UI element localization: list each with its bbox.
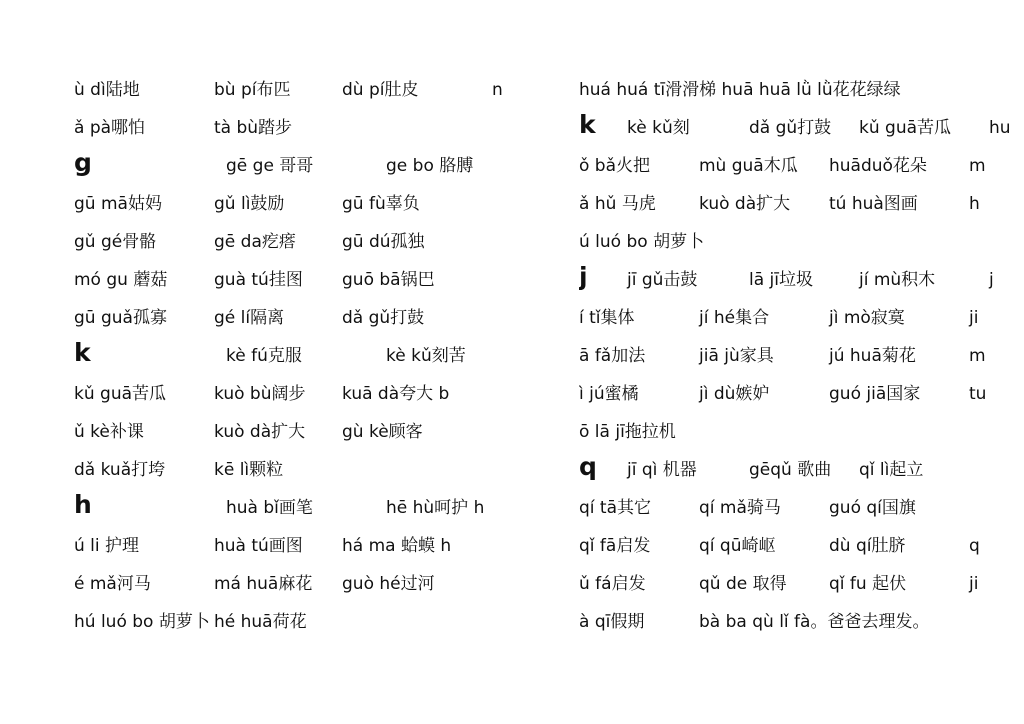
pinyin-word: ge bo 胳膊 bbox=[386, 156, 474, 176]
pinyin-word: gé lí隔离 bbox=[214, 308, 285, 328]
right-row bbox=[579, 264, 1024, 302]
pinyin-word: tu bbox=[969, 384, 987, 404]
left-row bbox=[74, 492, 544, 530]
pinyin-word: ji bbox=[969, 574, 979, 594]
pinyin-word: é mǎ河马 bbox=[74, 574, 151, 594]
pinyin-word: gū mā姑妈 bbox=[74, 194, 162, 214]
pinyin-word: hú luó bo 胡萝卜 bbox=[74, 612, 210, 632]
left-row bbox=[74, 416, 544, 454]
left-row bbox=[74, 150, 544, 188]
pinyin-word: qǐ fu 起伏 bbox=[829, 574, 907, 594]
pinyin-word: ǒ bǎ火把 bbox=[579, 156, 651, 176]
pinyin-word: gēqǔ 歌曲 bbox=[749, 460, 832, 480]
pinyin-word: huà tú画图 bbox=[214, 536, 303, 556]
pinyin-word: huá huá tī滑滑梯 huā huā lǜ lǜ花花绿绿 bbox=[579, 80, 901, 100]
right-column bbox=[579, 74, 1024, 644]
pinyin-word: j bbox=[989, 270, 994, 290]
right-row bbox=[579, 416, 1024, 454]
pinyin-word: hé huā荷花 bbox=[214, 612, 307, 632]
pinyin-word: kǔ guā苦瓜 bbox=[74, 384, 167, 404]
pinyin-word: ǔ fá启发 bbox=[579, 574, 646, 594]
pinyin-word: qí mǎ骑马 bbox=[699, 498, 781, 518]
pinyin-word: jì dù嫉妒 bbox=[699, 384, 770, 404]
pinyin-word: dǎ gǔ打鼓 bbox=[342, 308, 425, 328]
section-letter: h bbox=[74, 490, 92, 519]
pinyin-word: kǔ guā苦瓜 bbox=[859, 118, 952, 138]
pinyin-word: dǎ kuǎ打垮 bbox=[74, 460, 166, 480]
right-row bbox=[579, 302, 1024, 340]
pinyin-word: h bbox=[969, 194, 980, 214]
pinyin-word: mó gu 蘑菇 bbox=[74, 270, 168, 290]
right-row bbox=[579, 492, 1024, 530]
pinyin-word: gū fù辜负 bbox=[342, 194, 420, 214]
pinyin-word: jì mò寂寞 bbox=[829, 308, 905, 328]
pinyin-word: gē ge 哥哥 bbox=[226, 156, 314, 176]
pinyin-word: ǔ kè补课 bbox=[74, 422, 144, 442]
pinyin-word: qǐ lì起立 bbox=[859, 460, 924, 480]
pinyin-word: q bbox=[969, 536, 980, 556]
pinyin-word: gē da疙瘩 bbox=[214, 232, 296, 252]
left-row bbox=[74, 264, 544, 302]
pinyin-word: jī gǔ击鼓 bbox=[627, 270, 698, 290]
left-row bbox=[74, 188, 544, 226]
pinyin-word: qǐ fā启发 bbox=[579, 536, 651, 556]
pinyin-word: mù guā木瓜 bbox=[699, 156, 798, 176]
left-row bbox=[74, 378, 544, 416]
right-row bbox=[579, 530, 1024, 568]
left-row bbox=[74, 568, 544, 606]
pinyin-word: hē hù呵护 h bbox=[386, 498, 485, 518]
pinyin-word: guà tú挂图 bbox=[214, 270, 303, 290]
section-letter: g bbox=[74, 148, 92, 177]
pinyin-word: ā fǎ加法 bbox=[579, 346, 646, 366]
pinyin-word: ú luó bo 胡萝卜 bbox=[579, 232, 705, 252]
pinyin-word: ì jú蜜橘 bbox=[579, 384, 639, 404]
pinyin-word: kè kǔ刻 bbox=[627, 118, 690, 138]
pinyin-word: guō bā锅巴 bbox=[342, 270, 435, 290]
pinyin-word: huà bǐ画笔 bbox=[226, 498, 313, 518]
pinyin-word: m bbox=[969, 346, 986, 366]
right-row bbox=[579, 606, 1024, 644]
section-letter: q bbox=[579, 452, 597, 481]
pinyin-word: dù qí肚脐 bbox=[829, 536, 906, 556]
pinyin-word: kuā dà夸大 b bbox=[342, 384, 450, 404]
right-row bbox=[579, 340, 1024, 378]
pinyin-word: há ma 蛤蟆 h bbox=[342, 536, 452, 556]
pinyin-word: jú huā菊花 bbox=[829, 346, 916, 366]
pinyin-word: bà ba qù lǐ fà。爸爸去理发。 bbox=[699, 612, 930, 632]
pinyin-word: kuò dà扩大 bbox=[214, 422, 306, 442]
left-row bbox=[74, 606, 544, 644]
left-row bbox=[74, 302, 544, 340]
pinyin-word: gù kè顾客 bbox=[342, 422, 423, 442]
right-row bbox=[579, 568, 1024, 606]
section-letter: k bbox=[74, 338, 91, 367]
pinyin-word: kè kǔ刻苦 bbox=[386, 346, 466, 366]
left-row bbox=[74, 112, 544, 150]
pinyin-word: ǎ pà哪怕 bbox=[74, 118, 146, 138]
right-row bbox=[579, 454, 1024, 492]
pinyin-word: bù pí布匹 bbox=[214, 80, 291, 100]
pinyin-word: gǔ lì鼓励 bbox=[214, 194, 285, 214]
pinyin-word: í tǐ集体 bbox=[579, 308, 635, 328]
pinyin-word: kuò bù阔步 bbox=[214, 384, 306, 404]
pinyin-word: gǔ gé骨骼 bbox=[74, 232, 157, 252]
pinyin-word: dù pí肚皮 bbox=[342, 80, 419, 100]
pinyin-word: jí hé集合 bbox=[699, 308, 770, 328]
pinyin-word: qí tā其它 bbox=[579, 498, 652, 518]
right-row bbox=[579, 150, 1024, 188]
right-row bbox=[579, 112, 1024, 150]
pinyin-word: kè fú克服 bbox=[226, 346, 302, 366]
pinyin-word: tú huà图画 bbox=[829, 194, 918, 214]
pinyin-word: gū guǎ孤寡 bbox=[74, 308, 167, 328]
pinyin-word: guò hé过河 bbox=[342, 574, 435, 594]
left-column bbox=[74, 74, 544, 644]
pinyin-word: huāduǒ花朵 bbox=[829, 156, 927, 176]
pinyin-word: tà bù踏步 bbox=[214, 118, 293, 138]
right-row bbox=[579, 378, 1024, 416]
pinyin-word: lā jī垃圾 bbox=[749, 270, 813, 290]
pinyin-word: ú li 护理 bbox=[74, 536, 140, 556]
pinyin-word: n bbox=[492, 80, 503, 100]
left-row bbox=[74, 340, 544, 378]
left-row bbox=[74, 530, 544, 568]
left-row bbox=[74, 226, 544, 264]
pinyin-word: kuò dà扩大 bbox=[699, 194, 791, 214]
pinyin-word: ji bbox=[969, 308, 979, 328]
section-letter: k bbox=[579, 110, 596, 139]
right-row bbox=[579, 74, 1024, 112]
right-row bbox=[579, 188, 1024, 226]
pinyin-word: m bbox=[969, 156, 986, 176]
pinyin-word: à qī假期 bbox=[579, 612, 645, 632]
pinyin-word: hu bbox=[989, 118, 1011, 138]
pinyin-word: guó jiā国家 bbox=[829, 384, 921, 404]
pinyin-word: gū dú孤独 bbox=[342, 232, 425, 252]
pinyin-word: ǎ hǔ 马虎 bbox=[579, 194, 656, 214]
pinyin-word: dǎ gǔ打鼓 bbox=[749, 118, 832, 138]
pinyin-word: qí qū崎岖 bbox=[699, 536, 776, 556]
pinyin-word: jí mù积木 bbox=[859, 270, 936, 290]
left-row bbox=[74, 74, 544, 112]
pinyin-word: kē lì颗粒 bbox=[214, 460, 284, 480]
pinyin-word: má huā麻花 bbox=[214, 574, 313, 594]
pinyin-word: jī qì 机器 bbox=[627, 460, 697, 480]
pinyin-word: qǔ de 取得 bbox=[699, 574, 787, 594]
pinyin-word: guó qí国旗 bbox=[829, 498, 916, 518]
pinyin-word: ù dì陆地 bbox=[74, 80, 140, 100]
right-row bbox=[579, 226, 1024, 264]
pinyin-word: jiā jù家具 bbox=[699, 346, 774, 366]
section-letter: j bbox=[579, 262, 588, 291]
left-row bbox=[74, 454, 544, 492]
pinyin-word: ō lā jī拖拉机 bbox=[579, 422, 676, 442]
